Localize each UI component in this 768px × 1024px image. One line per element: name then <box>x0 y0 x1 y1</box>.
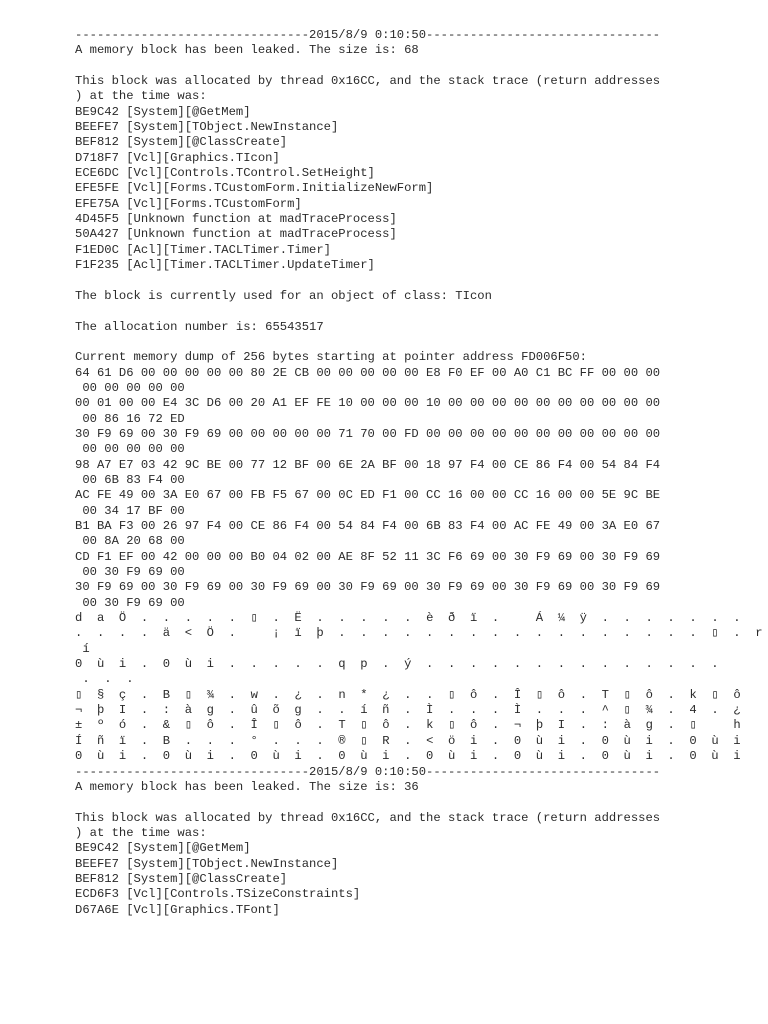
hex-dump-row: B1 BA F3 00 26 97 F4 00 CE 86 F4 00 54 84 F4 00 6B 83 F4 00 AC FE 49 00 3A E0 67 <box>75 519 661 533</box>
blank-line <box>75 795 768 810</box>
ascii-dump-row: . . . <box>75 672 134 687</box>
leak-size-line: A memory block has been leaked. The size is: 36 <box>75 779 419 794</box>
hex-dump-row: 00 01 00 00 E4 3C D6 00 20 A1 EF FE 10 00 00 00 10 00 00 00 00 00 00 00 00 00 00 <box>75 396 661 411</box>
stack-trace-entry: D718F7 [Vcl][Graphics.TIcon] <box>75 150 280 165</box>
stack-trace-entry: BEF812 [System][@ClassCreate] <box>75 871 288 886</box>
allocation-number-line: The allocation number is: 65543517 <box>75 319 324 334</box>
object-class-line: The block is currently used for an object of class: TIcon <box>75 288 492 303</box>
stack-trace-entry: ECD6F3 [Vcl][Controls.TSizeConstraints] <box>75 887 361 902</box>
ascii-dump-row: 0 ù i . 0 ù i . 0 ù i . 0 ù i . 0 ù i . 0 ù i . 0 ù i . 0 ù i <box>75 749 741 764</box>
stack-trace-entry: EFE75A [Vcl][Forms.TCustomForm] <box>75 196 302 211</box>
stack-trace-entry: 50A427 [Unknown function at madTraceProcess] <box>75 227 397 242</box>
ascii-dump-row: ± º ó . & ▯ ô . Î ▯ ô . T ▯ ô . k ▯ ô . ¬ þ I . : à g . ▯ h <box>75 718 741 733</box>
hex-dump-row: 00 8A 20 68 00 <box>75 534 185 549</box>
ascii-dump-row: d a Ö . . . . . ▯ . Ë . . . . . è ð ï . Á ¼ ÿ . . . . . . . <box>75 611 741 626</box>
stack-trace-entry: BEEFE7 [System][TObject.NewInstance] <box>75 120 339 135</box>
hex-dump-row: 00 6B 83 F4 00 <box>75 472 185 487</box>
stack-trace-entry: 4D45F5 [Unknown function at madTraceProcess] <box>75 212 397 227</box>
stack-trace-entry: BEEFE7 [System][TObject.NewInstance] <box>75 856 339 871</box>
log-separator: --------------------------------2015/8/9 0:10:50-------------------------------- <box>75 28 661 42</box>
allocation-thread-line: ) at the time was: <box>75 89 207 104</box>
hex-dump-row: CD F1 EF 00 42 00 00 00 B0 04 02 00 AE 8F 52 11 3C F6 69 00 30 F9 69 00 30 F9 69 <box>75 549 661 564</box>
allocation-thread-line: ) at the time was: <box>75 825 207 840</box>
ascii-dump-row: í <box>75 641 90 656</box>
hex-dump-row: 00 00 00 00 00 <box>75 380 185 395</box>
allocation-thread-line: This block was allocated by thread 0x16CC, and the stack trace (return addresses <box>75 810 661 825</box>
memory-leak-log <box>75 28 768 1024</box>
stack-trace-entry: BE9C42 [System][@GetMem] <box>75 841 251 856</box>
stack-trace-entry: F1ED0C [Acl][Timer.TACLTimer.Timer] <box>75 242 331 257</box>
hex-dump-row: 00 30 F9 69 00 <box>75 595 185 610</box>
stack-trace-entry: EFE5FE [Vcl][Forms.TCustomForm.InitializeNewForm] <box>75 181 434 196</box>
stack-trace-entry: BEF812 [System][@ClassCreate] <box>75 135 288 150</box>
hex-dump-row: 64 61 D6 00 00 00 00 00 80 2E CB 00 00 00 00 00 E8 F0 EF 00 A0 C1 BC FF 00 00 00 <box>75 365 661 380</box>
hex-dump-row: 30 F9 69 00 30 F9 69 00 00 00 00 00 71 70 00 FD 00 00 00 00 00 00 00 00 00 00 00 <box>75 426 661 441</box>
ascii-dump-row: 0 ù i . 0 ù i . . . . . q p . ý . . . . . . . . . . . . . . <box>75 657 719 672</box>
stack-trace-entry: ECE6DC [Vcl][Controls.TControl.SetHeight] <box>75 166 375 181</box>
leak-size-line: A memory block has been leaked. The size is: 68 <box>75 43 419 58</box>
hex-dump-row: 30 F9 69 00 30 F9 69 00 30 F9 69 00 30 F9 69 00 30 F9 69 00 30 F9 69 00 30 F9 69 <box>75 580 661 595</box>
blank-line <box>75 304 768 319</box>
blank-line <box>75 335 768 350</box>
stack-trace-entry: F1F235 [Acl][Timer.TACLTimer.UpdateTimer] <box>75 258 375 273</box>
ascii-dump-row: ¬ þ I . : à g . û õ g . . í ñ . Ì . . . Ì . . . ^ ▯ ¾ . 4 . ¿ <box>75 703 741 718</box>
hex-dump-row: AC FE 49 00 3A E0 67 00 FB F5 67 00 0C ED F1 00 CC 16 00 00 CC 16 00 00 5E 9C BE <box>75 488 661 503</box>
hex-dump-row: 98 A7 E7 03 42 9C BE 00 77 12 BF 00 6E 2A BF 00 18 97 F4 00 CE 86 F4 00 54 84 F4 <box>75 457 661 472</box>
hex-dump-row: 00 00 00 00 00 <box>75 442 185 457</box>
stack-trace-entry: BE9C42 [System][@GetMem] <box>75 104 251 119</box>
log-separator: --------------------------------2015/8/9 0:10:50-------------------------------- <box>75 764 661 779</box>
allocation-thread-line: This block was allocated by thread 0x16CC, and the stack trace (return addresses <box>75 74 661 89</box>
blank-line <box>75 274 768 289</box>
blank-line <box>75 59 768 74</box>
stack-trace-entry: D67A6E [Vcl][Graphics.TFont] <box>75 902 280 917</box>
hex-dump-row: 00 34 17 BF 00 <box>75 503 185 518</box>
hex-dump-row: 00 86 16 72 ED <box>75 411 185 426</box>
ascii-dump-row: ▯ § ç . B ▯ ¾ . w . ¿ . n * ¿ . . ▯ ô . Î ▯ ô . T ▯ ô . k ▯ ô <box>75 687 741 702</box>
ascii-dump-row: . . . . ä < Ö . ¡ ï þ . . . . . . . . . . . . . . . . . ▯ . r <box>75 626 763 641</box>
hex-dump-row: 00 30 F9 69 00 <box>75 565 185 580</box>
ascii-dump-row: Í ñ ï . B . . . ° . . . ® ▯ R . < ö i . 0 ù i . 0 ù i . 0 ù i <box>75 733 741 748</box>
memory-dump-header: Current memory dump of 256 bytes starting at pointer address FD006F50: <box>75 350 587 365</box>
